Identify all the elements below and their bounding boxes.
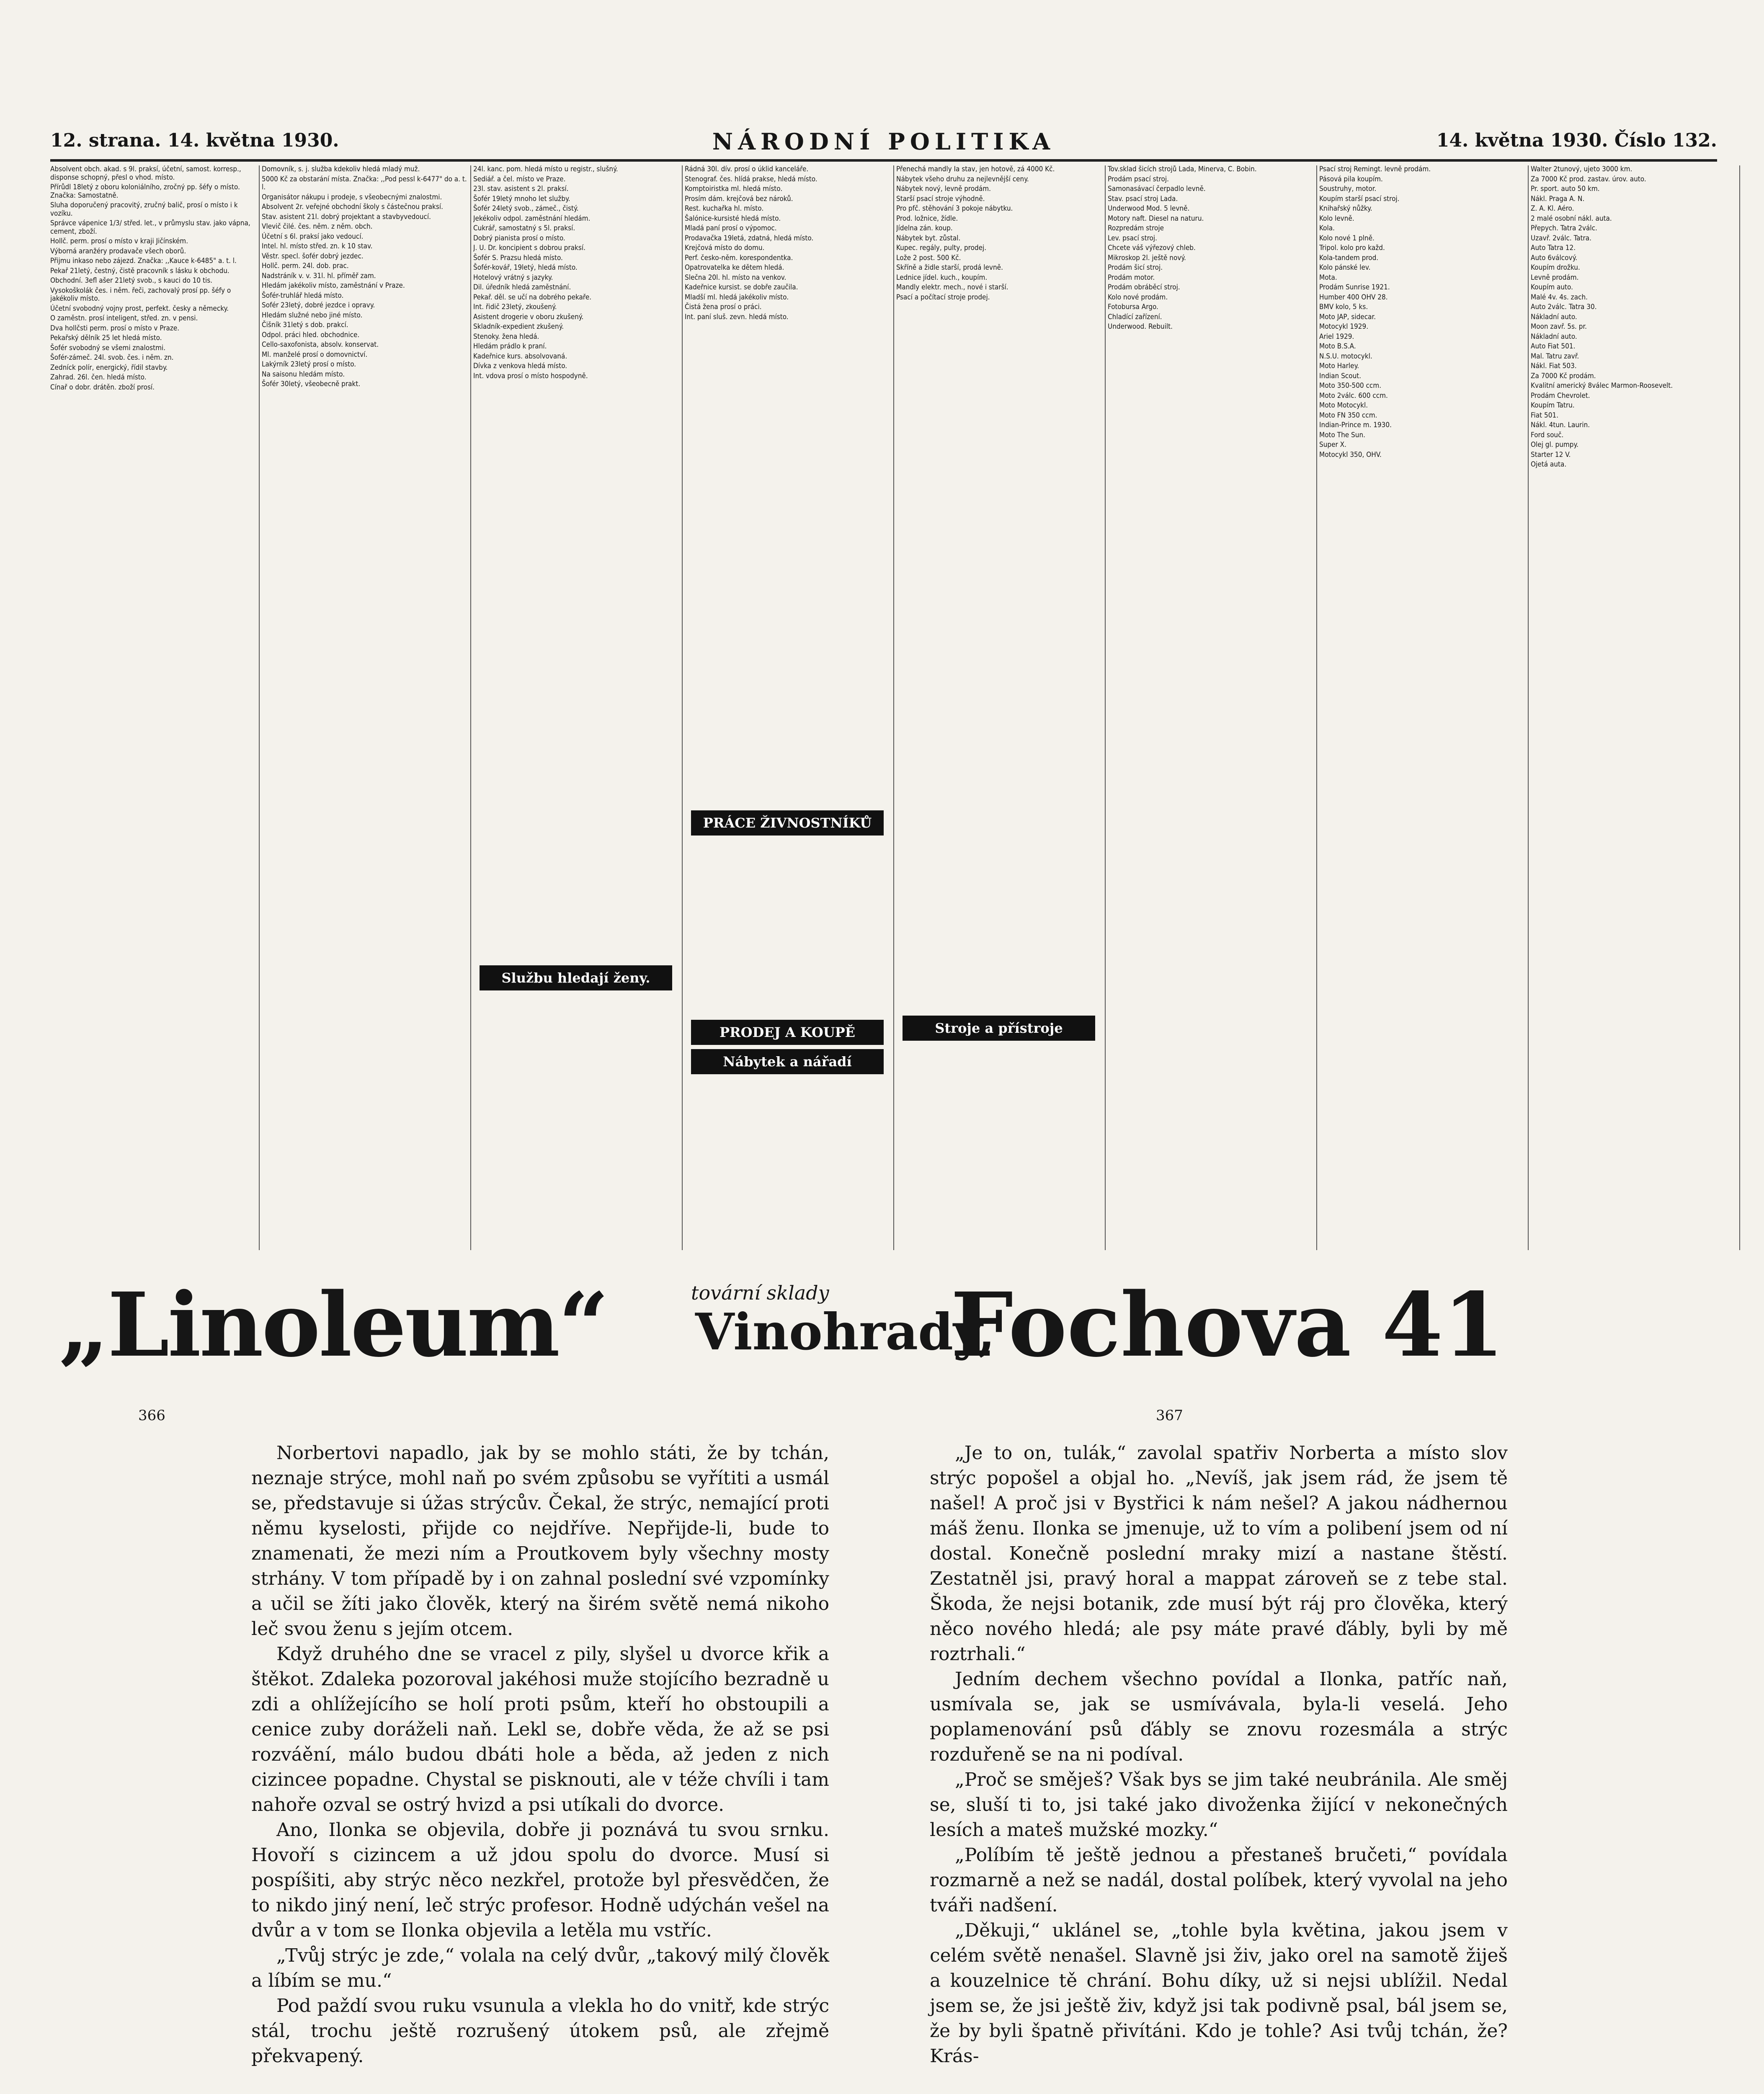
story-column-right [930,1441,1508,2069]
classified-ad: Absolvent obch. akad. s 9l. praksí, účetní, samost. korresp., disponse schopný, přesl o vhod. místo. [50,165,241,182]
classified-ad: Stenoky. žena hledá. [473,332,539,341]
classified-ad: Jekékoliv odpol. zaměstnání hledám. [473,214,591,223]
classified-ad: Fiat 501. [1531,411,1559,420]
classified-ad: Starter 12 V. [1531,450,1571,459]
classified-ad: Starší psací stroje výhodně. [896,194,985,203]
classified-ad: Správce vápenice 1/3/ střed. let., v průmyslu stav. jako vápna, cement, zboží. [50,219,250,236]
classified-ad: Přenechá mandly Ia stav, jen hotově, zá 4000 Kč. [896,165,1055,173]
linoleum-subtitle: tovární sklady [691,1282,829,1304]
classified-ad: Za 7000 Kč prodám. [1531,371,1596,380]
classified-ad: Fotobursa Argo. [1108,303,1158,311]
classified-ad: Underwood Mod. 5 levně. [1108,204,1190,213]
classified-ad: Underwood. Rebuilt. [1108,322,1173,331]
classified-ad: BMV kolo, 5 ks. [1319,303,1368,311]
classified-ad: Kolo pánské lev. [1319,263,1371,272]
classified-ad: Šofér-kovář, 19letý, hledá místo. [473,263,578,272]
classified-ad: Motocykl 350, OHV. [1319,450,1382,459]
classified-ad: Šofér 30letý, všeobecně prakt. [262,380,361,388]
classified-ad: Účetní svobodný vojny prost, perfekt. česky a německy. [50,304,229,313]
classified-column [262,165,471,1250]
classified-ad: Mandly elektr. mech., nové i starší. [896,283,1008,291]
classified-ad: Koupím auto. [1531,283,1573,291]
story-paragraph: Jedním dechem všechno povídal a Ilonka, patříc naň, usmívala se, jak se usmívávala, byla-li veselá. Jeho poplamenování psů ďábly se znovu rozesmála a strýc rozduřeně se na ni podíval. [930,1668,1508,1765]
classified-ad: Za 7000 Kč prod. zastav. úrov. auto. [1531,175,1646,183]
classified-ad: Vysokoškolák čes. i něm. řeči, zachovalý prosí pp. šéfy o jakékoliv místo. [50,286,231,303]
classified-ad: Zahrad. 26l. čen. hledá místo. [50,373,147,382]
classified-ad: Výborná aranžéry prodavače všech oborů. [50,247,186,255]
classified-ad: Ml. manželé prosí o domovnictví. [262,350,368,359]
classified-ad: Šofér-zámeč. 24l. svob. čes. i něm. zn. [50,353,174,362]
classified-ad: Moto 350-500 ccm. [1319,382,1382,390]
classified-column [50,165,260,1250]
classified-ad: Hledám služné nebo jiné místo. [262,311,363,320]
classified-ad: Skladník-expedient zkušený. [473,322,564,331]
classified-ad: Intel. hl. místo střed. zn. k 10 stav. [262,242,373,250]
classified-ad: Kupec. regály, pulty, prodej. [896,244,987,252]
linoleum-advertisement [50,1265,1725,1377]
classified-ad: Ojetá auta. [1531,460,1567,469]
section-banner: PRODEJ A KOUPĚ [691,1020,884,1045]
classified-ad: Prodám šicí stroj. [1108,263,1163,272]
story-paragraph: „Děkuji,“ uklánel se, „tohle byla květina, jakou jsem v celém světě nenašel. Slavně jsi živ, jako orel na samotě žiješ a kouzelnice tě chrání. Bohu díky, už si nejsi ublížil. Nedal jsem se, že jsi ještě živ, když jsi tak podivně psal, bál jsem se, že by byli špatně přivítáni. Kdo je tohle? Asi tvůj tchán, že? Krás- [930,1920,1508,2067]
classified-ad: Stav. psací stroj Lada. [1108,194,1178,203]
classified-ad: Šofér svobodný se všemi znalostmi. [50,343,166,352]
classified-column [1531,165,1740,1250]
classified-ad: Nákladní auto. [1531,332,1577,341]
classified-ad: Slečna 20l. hl. místo na venkov. [685,273,787,282]
classified-ad: Malé 4v. 4s. zach. [1531,293,1588,302]
classified-ad: Moon zavř. 5s. pr. [1531,322,1587,331]
classified-ad: Lev. psací stroj. [1108,234,1157,242]
classified-ad: Nábytek nový, levně prodám. [896,185,991,193]
classified-ad: Nákladní auto. [1531,312,1577,321]
classified-ad: Pr. sport. auto 50 km. [1531,185,1600,193]
classified-ad: Mikroskop 2l. ještě nový. [1108,253,1186,262]
classified-ad: Prodám motor. [1108,273,1155,282]
classified-ad: Mladá paní prosí o výpomoc. [685,224,777,232]
classified-ad: Mal. Tatru zavř. [1531,352,1579,361]
classified-ad: Šofér S. Prazsu hledá místo. [473,253,563,262]
classified-ad: Lednice jídel. kuch., koupím. [896,273,988,282]
page-number-right: 367 [1156,1407,1183,1424]
classified-ad: Moto The Sun. [1319,431,1366,439]
classified-ad: Domovník, s. j. služba kdekoliv hledá mladý muž. [262,165,420,173]
classified-ad: Dil. úředník hledá zaměstnání. [473,283,571,291]
classified-ad: Tov.sklad šicích strojů Lada, Minerva, C. Bobin. [1108,165,1257,173]
classified-ad: Rest. kuchařka hl. místo. [685,204,764,213]
classified-ad: Šofér 24letý svob., zámeč., čistý. [473,204,579,213]
classified-ad: Nábytek byt. zůstal. [896,234,961,242]
classified-ad: Moto 2válc. 600 ccm. [1319,391,1388,400]
classified-ad: Int. paní sluš. zevn. hledá místo. [685,312,789,321]
classified-ad: Koupím starší psací stroj. [1319,194,1400,203]
story-paragraph: „Tvůj strýc je zde,“ volala na celý dvůr, „takový milý člověk a líbím se mu.“ [251,1945,829,1991]
classified-ad: Odpol. práci hled. obchodnice. [262,330,360,339]
classified-ad: Dva hollčsti perm. prosí o místo v Praze. [50,324,180,333]
classified-ad: Účetní s 6l. praksí jako vedoucí. [262,232,364,241]
classified-ad: Cello-saxofonista, absolv. konservat. [262,340,379,349]
classified-ad: Nábytek všeho druhu za nejlevnější ceny. [896,175,1029,183]
classified-ad: Prod. ložnice, žídle. [896,214,958,223]
classified-ad: Hollč. perm. prosí o místo v kraji Jičínském. [50,237,188,245]
classified-ad: Auto 6válcový. [1531,253,1578,262]
classified-ad: Stav. asistent 21l. dobrý projektant a stavbyvedoucí. [262,212,431,221]
classified-ad: Psací a počítací stroje prodej. [896,293,990,302]
classified-ad: Lože 2 post. 500 Kč. [896,253,961,262]
classified-ad: Pro pfč. stěhování 3 pokoje nábytku. [896,204,1013,213]
classified-column [1108,165,1317,1250]
classified-ad: Sluha doporučený pracovitý, zručný balič, prosí o místo i k vozíku. [50,201,238,218]
classified-ad: Uzavř. 2válc. Tatra. [1531,234,1591,242]
classified-ad: 24l. kanc. pom. hledá místo u registr., slušný. [473,165,618,173]
classified-ad: N.S.U. motocykl. [1319,352,1372,361]
classified-ad: Walter 2tunový, ujeto 3000 km. [1531,165,1632,173]
classified-ad: 2 malé osobní nákl. auta. [1531,214,1612,223]
classified-ad: Auto Tatra 12. [1531,244,1576,252]
classified-ad: Opatrovatelka ke dětem hledá. [685,263,784,272]
story-paragraph: „Proč se směješ? Však bys se jim také neubránila. Ale směj se, sluší ti to, jsi také jako divoženka žijící v nekonečných lesích a mateš mužské mozky.“ [930,1769,1508,1841]
classified-ad: Dobrý pianista prosí o místo. [473,234,565,242]
classified-ad: Motory naft. Diesel na naturu. [1108,214,1204,223]
classified-ad: Levně prodám. [1531,273,1579,282]
classified-ad: Auto 2válc. Tatra 30. [1531,303,1597,311]
classified-ad: Cínař o dobr. drátěn. zboží prosí. [50,383,155,392]
classified-ad: Rozpredám stroje [1108,224,1164,232]
classified-ad: Šofér-truhlář hledá místo. [262,291,344,300]
classified-ad: Nákl. 4tun. Laurin. [1531,421,1590,429]
classified-ad: Ford souč. [1531,431,1564,439]
classified-ad: Int. vdova prosí o místo hospodyně. [473,371,588,380]
classified-ad: Hledám prádlo k praní. [473,342,547,351]
header-date-right: 14. května 1930. Číslo 132. [1436,130,1717,151]
linoleum-place: Vinohrady, [695,1302,995,1362]
classified-ad: Nákl. Praga A. N. [1531,194,1585,203]
story-paragraph: „Je to on, tulák,“ zavolal spatřiv Norberta a místo slov strýc popošel a objal ho. „Nevíš, jak jsem rád, že jsem tě našel! A proč jsi v Bystřici k nám nešel? A jakou nádhernou máš ženu. Ilonka se jmenuje, už to vím a polibení jsem od ní dostal. Konečně poslední mraky mizí a nastane štěstí. Zestatněl jsi, pravý horal a mappat zároveň se z tebe stal. Škoda, že nejsi botanik, zde musí být ráj pro člověka, který něco nového hledá; ale psy máte pravé ďábly, byli by mě roztrhali.“ [930,1442,1508,1665]
classified-ad: Věstr. specl. šofér dobrý jezdec. [262,252,364,260]
classified-ad: Hotelový vrátný s jazyky. [473,273,553,282]
classified-ad: Pekař 21letý, čestný, čistě pracovník s lásku k obchodu. [50,266,230,275]
classified-ad: Absolvent 2r. veřejné obchodní školy s částečnou praksí. [262,203,443,211]
classified-ad: Sofér 23letý, dobré jezdce i opravy. [262,301,375,309]
classified-ad: Sediář. a čel. místo ve Praze. [473,175,566,183]
classified-column [896,165,1106,1250]
classified-ad: O zaměstn. prosí inteligent, střed. zn. v pensi. [50,314,198,322]
classified-ad: Int. řidič 23letý, zkoušený. [473,303,557,311]
classified-ad: Dívka z venkova hledá místo. [473,362,567,370]
classified-column [473,165,683,1250]
classified-ad: Moto Motocykl. [1319,401,1368,410]
classified-ad: Přírůdl 18letý z oboru koloniálního, zročný pp. šéfy o místo. Značka: Samostatně. [50,183,240,200]
classified-ad: Na saisonu hledám místo. [262,370,345,379]
section-banner: Službu hledají ženy. [480,965,672,990]
classified-ad: Kola-tandem prod. [1319,253,1379,262]
classified-ad: Prodavačka 19letá, zdatná, hledá místo. [685,234,814,242]
classified-ad: Krejčová místo do domu. [685,244,765,252]
classified-ad: Obchodní. 3efl ašer 21letý svob., s kauci do 10 tis. [50,276,213,285]
classified-ad: Zedníck polír, energický, řídil stavby. [50,363,168,372]
classified-ad: Pekař. děl. se učí na dobrého pekaře. [473,293,592,302]
classified-ad: 23l. stav. asistent s 2l. praksí. [473,185,569,193]
classified-ad: Hledám jakékoliv místo, zaměstnání v Praze. [262,281,405,290]
classified-ad: Koupím Tatru. [1531,401,1575,410]
classified-ad: Auto Fiat 501. [1531,342,1576,351]
classified-ad: Lakýrník 23letý prosí o místo. [262,360,356,369]
classified-ad: Prodám psací stroj. [1108,175,1169,183]
classified-ad: J. U. Dr. koncipient s dobrou praksí. [473,244,585,252]
classified-ad: Přepych. Tatra 2válc. [1531,224,1597,232]
classified-ad: Tripol. kolo pro každ. [1319,244,1385,252]
linoleum-street: Fochova 41 [951,1273,1504,1377]
classified-ad: Moto Harley. [1319,362,1359,370]
classified-ad: Nákl. Fiat 503. [1531,362,1577,370]
section-banner: Nábytek a nářadí [691,1049,884,1074]
classified-ad: Koupím drožku. [1531,263,1580,272]
classified-column [685,165,894,1250]
classified-ad: Hollč. perm. 24l. dob. prac. [262,262,349,270]
classified-ad: Komptoiristka ml. hledá místo. [685,185,783,193]
classified-column [1319,165,1529,1250]
classified-ad: Mladší ml. hledá jakékoliv místo. [685,293,789,302]
classified-ad: Moto JAP, sidecar. [1319,312,1376,321]
section-banner: PRÁCE ŽIVNOSTNÍKŮ [691,810,884,836]
classified-ad: Knihařský nůžky. [1319,204,1372,213]
classified-ad: Perf. česko-něm. korespondentka. [685,253,793,262]
classified-ad: Nadstráník v. v. 31l. hl. příměř zam. [262,271,376,280]
page-number-left: 366 [138,1407,165,1424]
classified-ad: Pásová pila koupím. [1319,175,1383,183]
classified-ad: Kolo nové 1 plně. [1319,234,1375,242]
classified-ad: Samonasávací čerpadlo levně. [1108,185,1206,193]
classified-ad: Kolo nové prodám. [1108,293,1168,302]
classified-ad: Ariel 1929. [1319,332,1354,341]
classified-ad: Jídelna zán. koup. [896,224,953,232]
classified-ad: Prodám Chevrolet. [1531,391,1590,400]
classified-ad: Chcete váš výřezový chleb. [1108,244,1196,252]
classified-ad: Moto B.S.A. [1319,342,1356,351]
classified-ad: Vlevič čilé. čes. něm. z něm. obch. [262,222,373,231]
classified-ad: Z. A. Kl. Aéro. [1531,204,1574,213]
classified-ad: Skříně a židle starší, prodá levně. [896,263,1003,272]
classified-ad: Čistá žena prosí o práci. [685,303,762,311]
classified-ads-section [50,165,1742,1250]
classified-ad: Kadeřnice kursist. se dobře zaučila. [685,283,798,291]
classified-ad: Mota. [1319,273,1337,282]
classified-ad: Šalónice-kursisté hledá místo. [685,214,781,223]
classified-ad: Prodám Sunrise 1921. [1319,283,1390,291]
story-paragraph: Když druhého dne se vracel z pily, slyšel u dvorce křik a štěkot. Zdaleka pozoroval jakéhosi muže stojícího bezradně u zdi a ohlížejícího se holí proti psům, kteří ho obstoupili a cenice zuby doráželi naň. Lekl se, dobře věda, že až se psi rozváění, málo budou dbáti hole a běda, až jeden z nich cizincee popadne. Chystal se pisknouti, ale v téže chvíli i tam nahoře ozval se ostrý hvizd a psi utíkali do dvorce. [251,1643,829,1815]
classified-ad: Cukrář, samostatný s 5l. praksí. [473,224,575,232]
classified-ad: Kolo levně. [1319,214,1354,223]
classified-ad: Psací stroj Remingt. levně prodám. [1319,165,1431,173]
classified-ad: Prodám obráběcí stroj. [1108,283,1180,291]
classified-ad: Čišník 31letý s dob. prakcí. [262,321,348,329]
classified-ad: Olej gl. pumpy. [1531,441,1578,449]
story-paragraph: „Políbím tě ještě jednou a přestaneš bručeti,“ povídala rozmarně a než se nadál, dostal políbek, který vyvolal na jeho tváři nadšení. [930,1844,1508,1916]
classified-ad: Řádná 30l. dív. prosí o úklid kanceláře. [685,165,809,173]
classified-ad: Super X. [1319,441,1347,449]
classified-ad: Pekařský dělník 25 let hledá místo. [50,334,162,342]
classified-ad: Motocykl 1929. [1319,322,1369,331]
classified-ad: Indian Scout. [1319,371,1362,380]
classified-ad: Humber 400 OHV 28. [1319,293,1388,302]
linoleum-title: „Linoleum“ [59,1273,608,1377]
section-banner: Stroje a přístroje [903,1016,1095,1041]
classified-ad: Přijmu inkaso nebo zájezd. Značka: ,,Kauce k-6485" a. t. l. [50,257,237,265]
classified-ad: Kadeřnice kurs. absolvovaná. [473,352,567,361]
classified-ad: Prosím dám. krejčová bez nároků. [685,194,793,203]
story-paragraph: Norbertovi napadlo, jak by se mohlo státi, že by tchán, neznaje strýce, mohl naň po svém způsobu se vyřítiti a usmál se, představuje si úžas strýcův. Čekal, že strýc, nemající proti němu kyselosti, přijde co nejdříve. Nepřijde-li, bude to znamenati, že mezi ním a Proutkovem byly všechny mosty strhány. V tom případě by i on zahnal poslední své vzpomínky a učil se žíti jako člověk, který na širém světě nemá nikoho leč svou ženu s jejím otcem. [251,1442,829,1640]
classified-ad: Organisátor nákupu i prodeje, s všeobecnými znalostmi. [262,193,442,201]
masthead-title: NÁRODNÍ POLITIKA [712,128,1055,155]
classified-ad: 5000 Kč za obstarání místa. Značka: ,,Pod pessl k-6477" do a. t. l. [262,175,467,191]
classified-ad: Šofér 19letý mnoho let služby. [473,194,570,203]
story-paragraph: Ano, Ilonka se objevila, dobře ji poznává tu svou srnku. Hovoří s cizincem a už jdou spolu do dvorce. Musí si pospíšiti, aby strýc něco nezkřel, protože byl přesvědčen, že to nikdo jiný není, leč strýc profesor. Hodně udýchán vešel na dvůr a v tom se Ilonka objevila a letěla mu vstříc. [251,1819,829,1941]
classified-ad: Moto FN 350 ccm. [1319,411,1377,420]
classified-ad: Indian-Prince m. 1930. [1319,421,1392,429]
newspaper-header [50,126,1717,162]
header-date-left: 12. strana. 14. května 1930. [50,130,339,151]
classified-ad: Stenograf. čes. hlídá prakse, hledá místo. [685,175,818,183]
classified-ad: Chladící zařízení. [1108,312,1162,321]
story-column-left [251,1441,829,2069]
classified-ad: Soustruhy, motor. [1319,185,1377,193]
classified-ad: Asistent drogerie v oboru zkušený. [473,312,584,321]
story-paragraph: Pod paždí svou ruku vsunula a vlekla ho do vnitř, kde strýc stál, trochu ještě rozrušený útokem psů, ale zřejmě překvapený. [251,1995,829,2067]
classified-ad: Kola. [1319,224,1335,232]
classified-ad: Kvalitní americký 8válec Marmon-Roosevelt. [1531,382,1673,390]
